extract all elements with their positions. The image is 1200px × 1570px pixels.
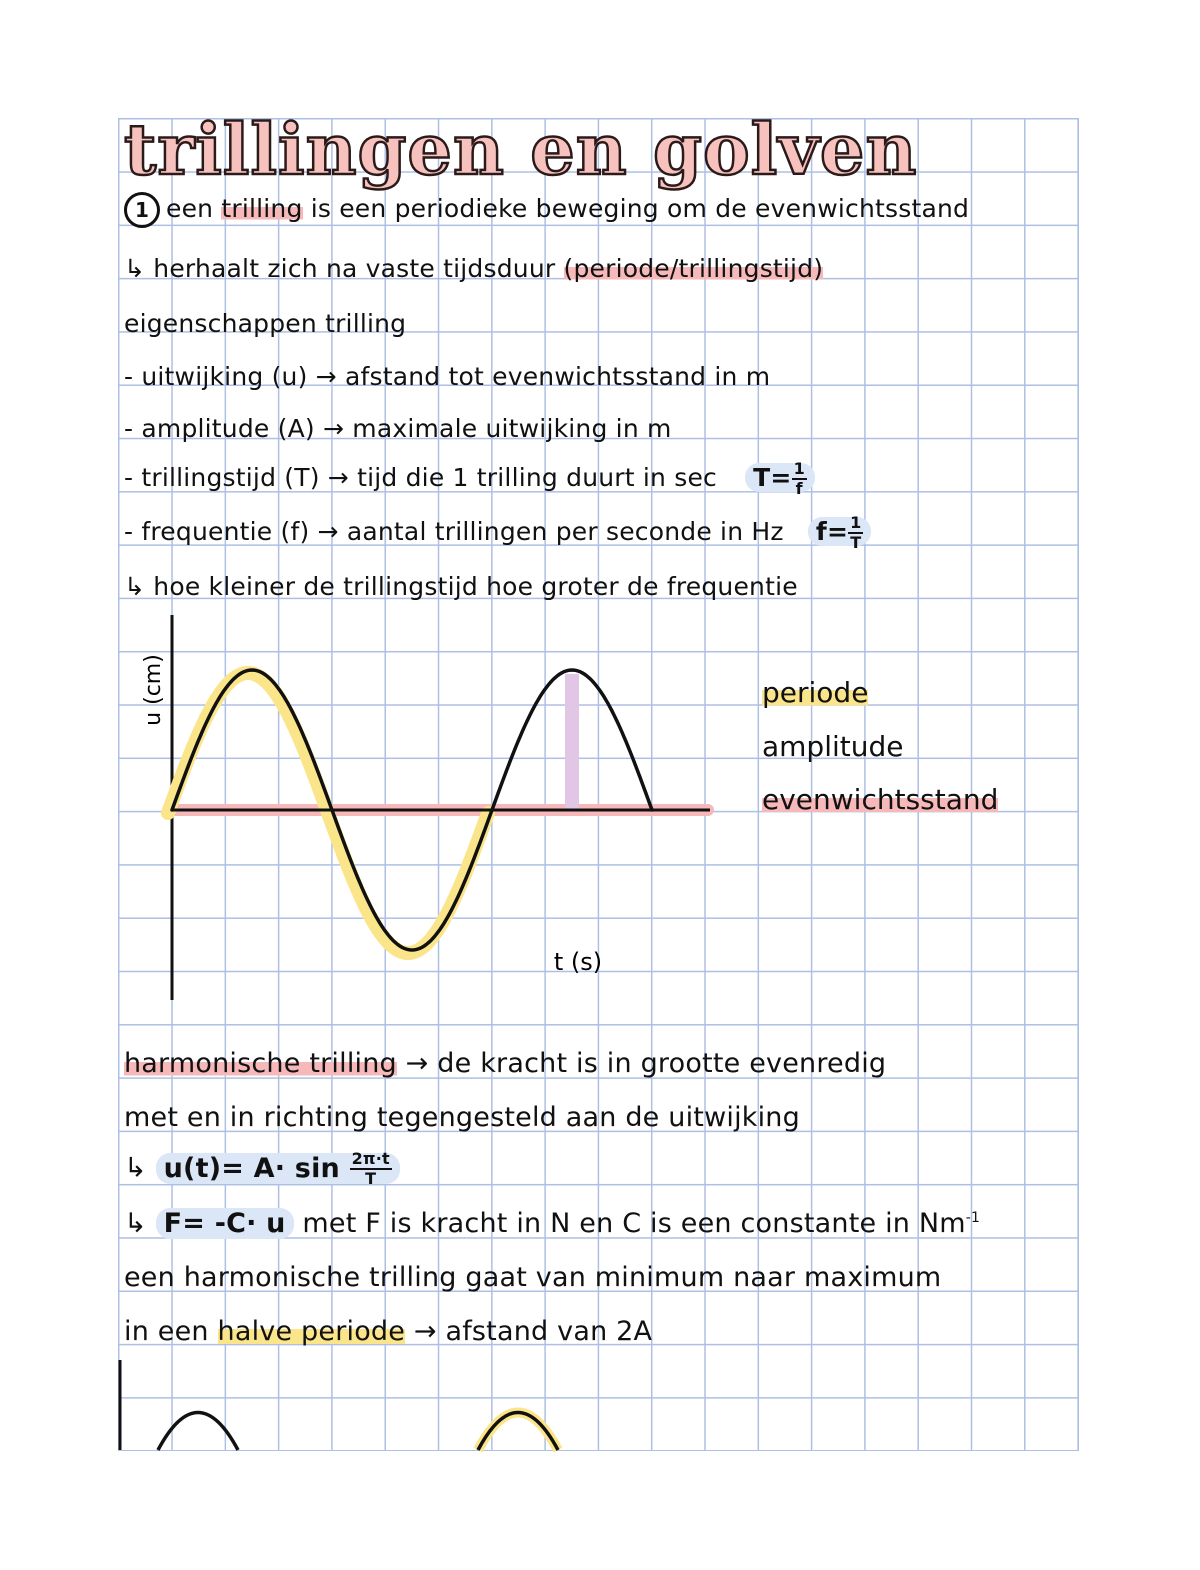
property-frequentie: - frequentie (f) → aantal trillingen per seconde in Hz f= $\frac{1}{T}$ — [124, 514, 871, 552]
formula-T: T= $\frac{1}{f}$ — [745, 463, 815, 492]
harmonic-formula-u: ↳ u(t)= A· sin $\frac{2\pi\cdot t}{T}$ — [124, 1150, 400, 1188]
halve-periode-highlight: halve periode — [217, 1316, 406, 1347]
term-harmonische-trilling: harmonische trilling — [124, 1048, 397, 1079]
definition-line: 1 een trilling is een periodieke beweging om de evenwichtsstand — [124, 192, 969, 228]
properties-heading: eigenschappen trilling — [124, 309, 407, 338]
page-title: trillingen en golven — [124, 108, 918, 191]
sine-chart — [118, 610, 738, 1010]
repeat-line: ↳ herhaalt zich na vaste tijdsduur (periode/trillingstijd) — [124, 254, 824, 283]
y-axis-label: u (cm) — [141, 654, 166, 726]
arrow-icon: ↳ — [124, 1152, 147, 1184]
periode-highlight: (periode/trillingstijd) — [563, 254, 824, 283]
term-beweging: beweging — [535, 194, 659, 223]
term-trilling: trilling — [221, 194, 303, 223]
arrow-icon: ↳ — [124, 254, 146, 283]
second-sine-chart-fragment — [118, 1355, 618, 1455]
harmonic-line-5: een harmonische trilling gaat van minimum naar maximum — [124, 1262, 942, 1293]
sine-curve-fragment — [478, 1413, 558, 1451]
section-number: 1 — [124, 192, 160, 228]
property-amplitude: - amplitude (A) → maximale uitwijking in m — [124, 414, 672, 443]
legend-evenwichtsstand: evenwichtsstand — [762, 783, 999, 816]
property-trillingstijd: - trillingstijd (T) → tijd die 1 trilling duurt in sec T= $\frac{1}{f}$ — [124, 460, 815, 498]
harmonic-line-1: harmonische trilling → de kracht is in grootte evenredig — [124, 1048, 887, 1079]
harmonic-formula-f: ↳ F= -C· u met F is kracht in N en C is een constante in $Nm^{-1}$ — [124, 1208, 981, 1239]
arrow-icon: ↳ — [124, 1208, 147, 1239]
property-uitwijking: - uitwijking (u) → afstand tot evenwichtsstand in m — [124, 362, 771, 391]
legend-periode: periode — [762, 676, 869, 709]
formula-f: f= $\frac{1}{T}$ — [808, 517, 872, 546]
x-axis-label: t (s) — [553, 948, 603, 976]
legend-amplitude: amplitude — [762, 730, 904, 763]
harmonic-line-6: in een halve periode → afstand van 2A — [124, 1316, 653, 1347]
frequency-note: ↳ hoe kleiner de trillingstijd hoe groter de frequentie — [124, 572, 798, 601]
sine-curve-fragment — [158, 1413, 238, 1451]
harmonic-line-2: met en in richting tegengesteld aan de uitwijking — [124, 1102, 800, 1133]
